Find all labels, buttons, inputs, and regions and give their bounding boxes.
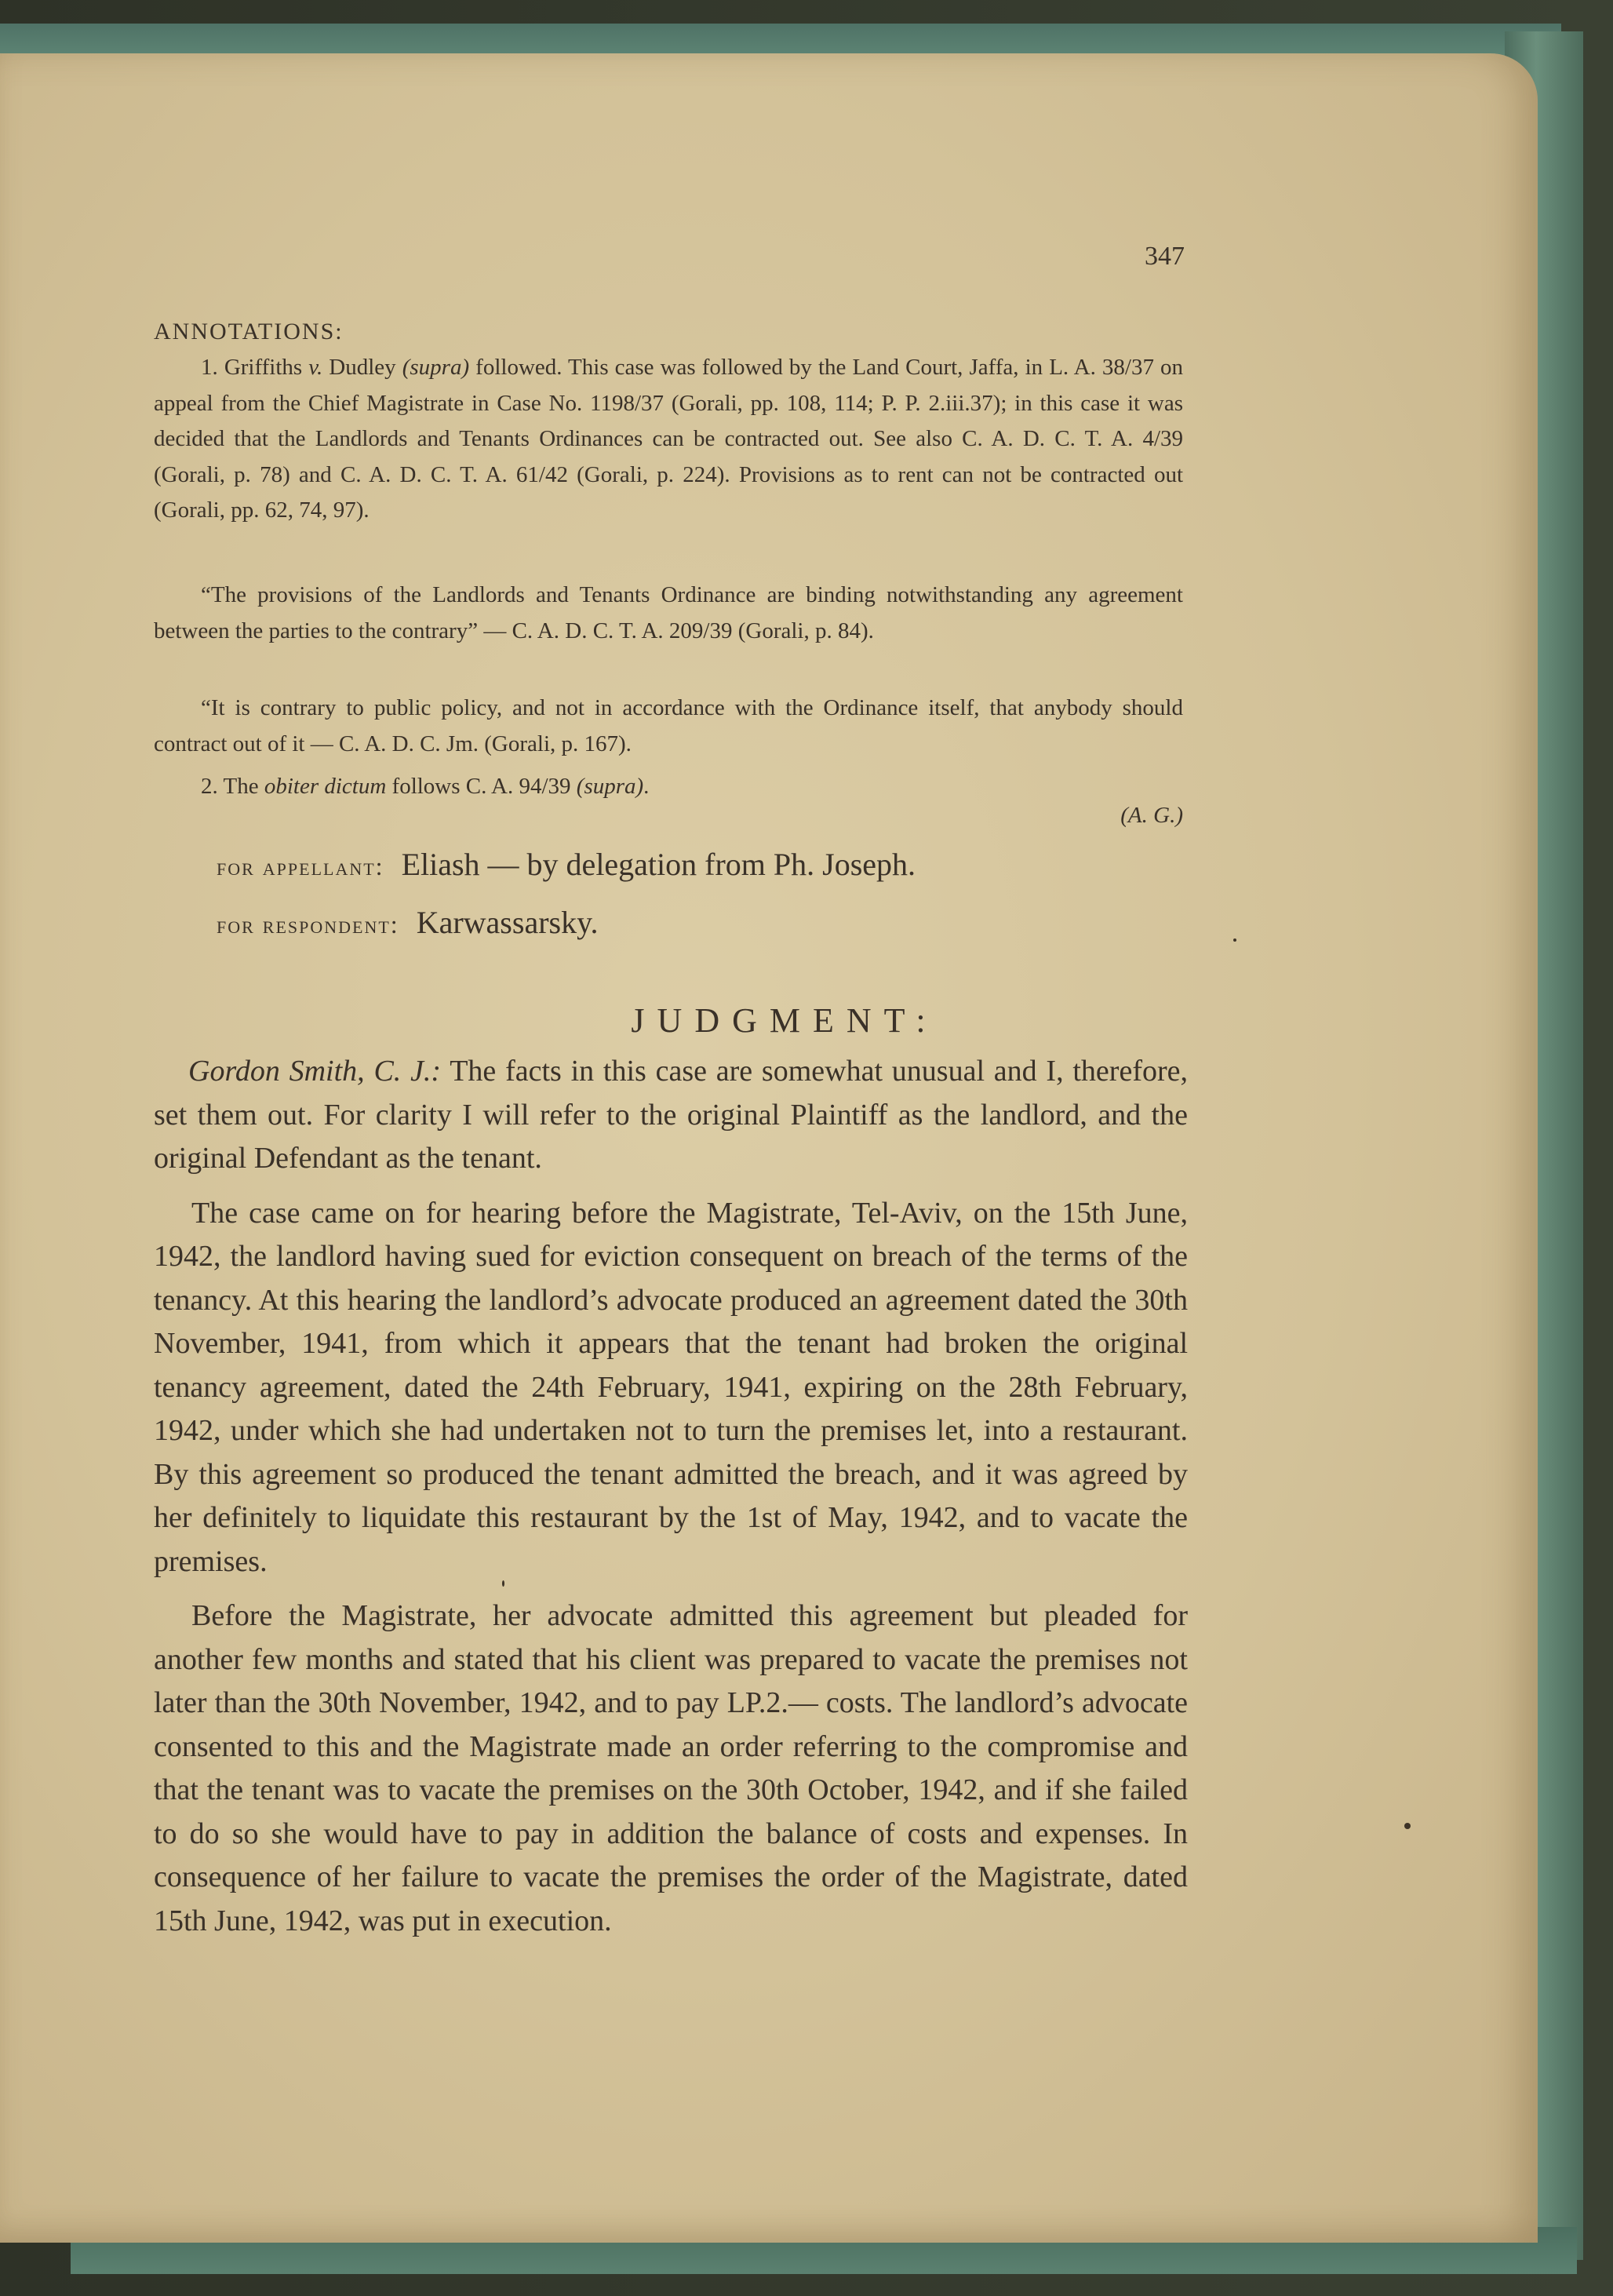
quote-text: “The provisions of the Landlords and Tenants Ordinance are binding notwithstanding any agreement between the parties to the contrary” — C. A. D. C. T. A. 209/39 (Gorali, p. 84).: [154, 582, 1183, 643]
annotation-note-2: [154, 769, 1183, 805]
appellant-counsel: [217, 846, 916, 883]
note-end: .: [643, 774, 650, 799]
supra-ref: (supra): [402, 355, 470, 380]
supra-ref: (supra): [576, 774, 644, 799]
case-name-b: Dudley: [329, 355, 396, 380]
note-text: followed. This case was followed by the Land Court, Jaffa, in L. A. 38/37 on appeal from the Chief Magistrate in Case No. 1198/37 (Gorali, pp. 108, 114; P. P. 2.iii.37); in this case it was decided that the Landlords and Tenants Ordinances can be contracted out. See also C. A. D. C. T. A. 4/39 (Gorali, p. 78) and C. A. D. C. T. A. 61/42 (Gorali, p. 224). Provisions as to rent can not be contracted out (Gorali, pp. 62, 74, 97).: [154, 355, 1184, 523]
note-lead: The: [223, 774, 259, 799]
note-number: 2.: [201, 774, 218, 799]
annotation-quote-1: [154, 578, 1183, 649]
note-number: 1.: [201, 355, 218, 380]
respondent-label: for respondent:: [217, 910, 399, 938]
versus-abbrev: v.: [308, 355, 323, 380]
appellant-label: for appellant:: [217, 852, 384, 880]
appellant-name: Eliash — by delegation from Ph. Joseph.: [401, 847, 916, 882]
page-number: 347: [1145, 242, 1185, 271]
annotation-quote-2: [154, 691, 1183, 762]
annotator-initials: (A. G.): [1120, 803, 1183, 828]
note-text: follows C. A. 94/39: [391, 774, 571, 799]
judgment-paragraph-1: [154, 1050, 1188, 1181]
obiter-dictum-term: obiter dictum: [264, 774, 387, 799]
quote-text: “It is contrary to public policy, and not in accordance with the Ordinance itself, that anybody should contract out of it — C. A. D. C. Jm. (Gorali, p. 167).: [154, 695, 1183, 756]
annotations-heading: ANNOTATIONS:: [154, 319, 344, 344]
paper-speck: [1233, 938, 1236, 942]
paper-speck: [1404, 1823, 1411, 1829]
annotation-note-1: [154, 350, 1183, 529]
judgment-paragraph-2: The case came on for hearing before the Magistrate, Tel-Aviv, on the 15th June, 1942, the landlord having sued for eviction consequent on breach of the terms of the tenancy. At this hearing the landlord’s advocate produced an agreement dated the 30th November, 1941, from which it appears that the tenant had broken the original tenancy agreement, dated the 24th February, 1941, expiring on the 28th February, 1942, under which she had undertaken not to turn the premises let, into a restaurant. By this agreement so produced the tenant admitted the breach, and it was agreed by her definitely to liquidate this restaurant by the 1st of May, 1942, and to vacate the premises.: [154, 1196, 1188, 1578]
judgment-heading: JUDGMENT:: [631, 1001, 938, 1040]
paper-speck: [502, 1580, 504, 1587]
book-page: [0, 53, 1538, 2243]
respondent-name: Karwassarsky.: [416, 905, 599, 940]
judgment-body: [154, 1050, 1188, 1954]
respondent-counsel: [217, 904, 598, 941]
case-name-a: Griffiths: [224, 355, 303, 380]
judgment-paragraph-3: Before the Magistrate, her advocate admitted this agreement but pleaded for another few months and stated that his client was prepared to vacate the premises not later than the 30th November, 1942, and to pay LP.2.— costs. The landlord’s advocate consented to this and the Magistrate made an order referring to the compromise and that the tenant was to vacate the premises on the 30th October, 1942, and if she failed to do so she would have to pay in addition the balance of costs and expenses. In consequence of her failure to vacate the premises the order of the Magistrate, dated 15th June, 1942, was put in execution.: [154, 1599, 1188, 1937]
judge-name: Gordon Smith, C. J.:: [188, 1055, 442, 1088]
paragraph-text: The facts in this case are somewhat unusual and I, therefore, set them out. For clarity I will refer to the original Plaintiff as the landlord, and the original Defendant as the tenant.: [154, 1055, 1188, 1175]
